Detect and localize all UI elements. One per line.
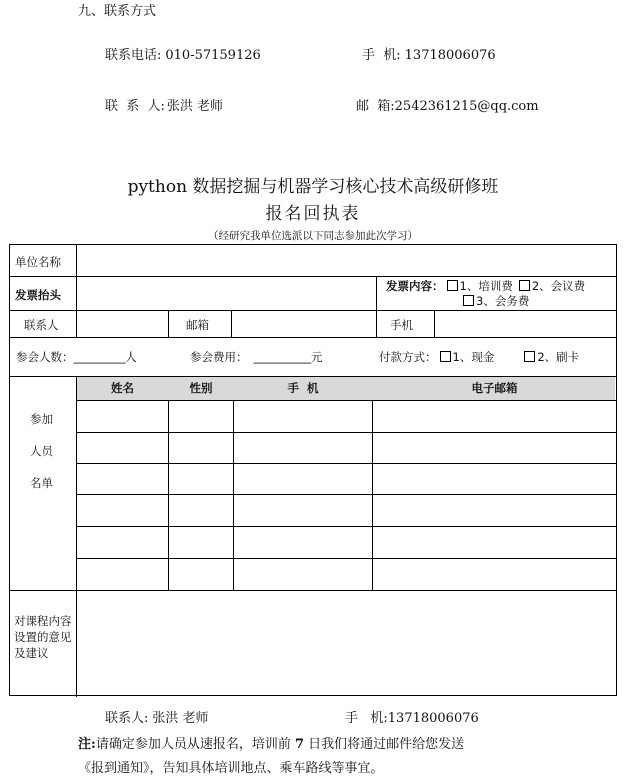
unit-name-input[interactable] (77, 246, 615, 275)
footer-mobile-value: 13718006076 (387, 711, 479, 726)
invoice-title-input[interactable] (77, 277, 375, 309)
mobile-label: 手机 (390, 318, 413, 332)
attendee-count-unit: 人 (125, 350, 137, 364)
registration-form (9, 244, 617, 696)
form-subtitle-title: 报名回执表 (265, 204, 361, 224)
table-row[interactable] (77, 559, 615, 590)
checkbox-meeting-fee[interactable] (519, 280, 530, 291)
option-cash: 1、现金 (452, 350, 495, 364)
unit-name-label: 单位名称 (15, 255, 61, 269)
contact-value: 张洪 老师 (166, 99, 224, 114)
email-line (356, 95, 539, 114)
option-meeting-fee: 2、会议费 (531, 279, 586, 293)
footer-mobile-label: 手 机: (345, 711, 388, 726)
invoice-title-label: 发票抬头 (15, 288, 61, 302)
attendee-count[interactable] (16, 349, 137, 365)
mobile-line (362, 44, 496, 63)
invoice-content-label: 发票内容： (386, 279, 444, 293)
form-instruction: （经研究我单位选派以下同志参加此次学习） (208, 230, 418, 242)
fee-blank: __________ (253, 350, 311, 364)
fee[interactable] (190, 349, 323, 365)
feedback-input[interactable] (77, 591, 615, 695)
checkbox-training-fee[interactable] (447, 280, 458, 291)
table-row[interactable] (77, 527, 615, 558)
option-card: 2、刷卡 (537, 350, 580, 364)
fee-label: 参会费用： (190, 350, 248, 364)
note-text-b: 日我们将通过邮件给您发送 (304, 737, 465, 752)
table-row[interactable] (77, 464, 615, 494)
section-heading: 九、联系方式 (78, 4, 157, 19)
invoice-content (386, 279, 585, 309)
roster-label-2: 人员 (30, 444, 53, 458)
contact-person-input[interactable] (77, 311, 167, 336)
footer-contact-value: 张洪 老师 (152, 711, 209, 726)
column-mobile: 手 机 (287, 381, 319, 395)
phone-label: 联系电话: (105, 48, 162, 63)
note-text-a: 请确定参加人员从速报名，培训前 (95, 737, 295, 752)
footer-contact-label: 联系人: (105, 711, 149, 726)
column-email: 电子邮箱 (471, 381, 518, 395)
phone-value: 010-57159126 (165, 48, 261, 63)
payment-method (379, 349, 579, 365)
fee-unit: 元 (311, 350, 323, 364)
footer-contact (105, 707, 209, 726)
contact-person-label: 联系人 (24, 318, 59, 332)
note-line-1 (78, 733, 464, 752)
contact-label: 联 系 人: (105, 99, 165, 114)
form-title: python 数据挖掘与机器学习核心技术高级研修班 (127, 177, 499, 197)
option-training-fee: 1、培训费 (459, 279, 513, 293)
table-row[interactable] (77, 495, 615, 526)
footer-mobile (345, 707, 479, 726)
payment-label: 付款方式： (379, 350, 437, 364)
phone-line (105, 44, 261, 63)
option-conference-fee: 3、会务费 (476, 294, 530, 308)
note-label: 注: (78, 737, 96, 752)
email-label: 邮 箱: (356, 99, 395, 114)
mailbox-label: 邮箱 (186, 318, 209, 332)
mailbox-input[interactable] (232, 311, 375, 336)
note-days: 7 (294, 737, 304, 752)
attendee-count-label: 参会人数： (16, 350, 74, 364)
table-row[interactable] (77, 401, 615, 432)
mobile-input[interactable] (435, 311, 615, 336)
column-name: 姓名 (111, 381, 134, 395)
mobile-value: 13718006076 (404, 48, 496, 63)
email-value: 2542361215@qq.com (394, 99, 539, 114)
column-gender: 性别 (189, 381, 213, 395)
checkbox-conference-fee[interactable] (463, 295, 474, 306)
table-row[interactable] (77, 433, 615, 463)
note-line-2: 《报到通知》，告知具体培训地点、乘车路线等事宜。 (78, 761, 384, 776)
checkbox-card[interactable] (524, 351, 535, 362)
feedback-label: 对课程内容设置的意见及建议 (14, 614, 72, 660)
roster-label-3: 名单 (30, 476, 53, 490)
roster-label-1: 参加 (30, 412, 53, 426)
contact-line (105, 95, 223, 114)
checkbox-cash[interactable] (440, 351, 451, 362)
mobile-label: 手 机: (362, 48, 401, 63)
attendee-count-blank: _________ (73, 350, 126, 364)
